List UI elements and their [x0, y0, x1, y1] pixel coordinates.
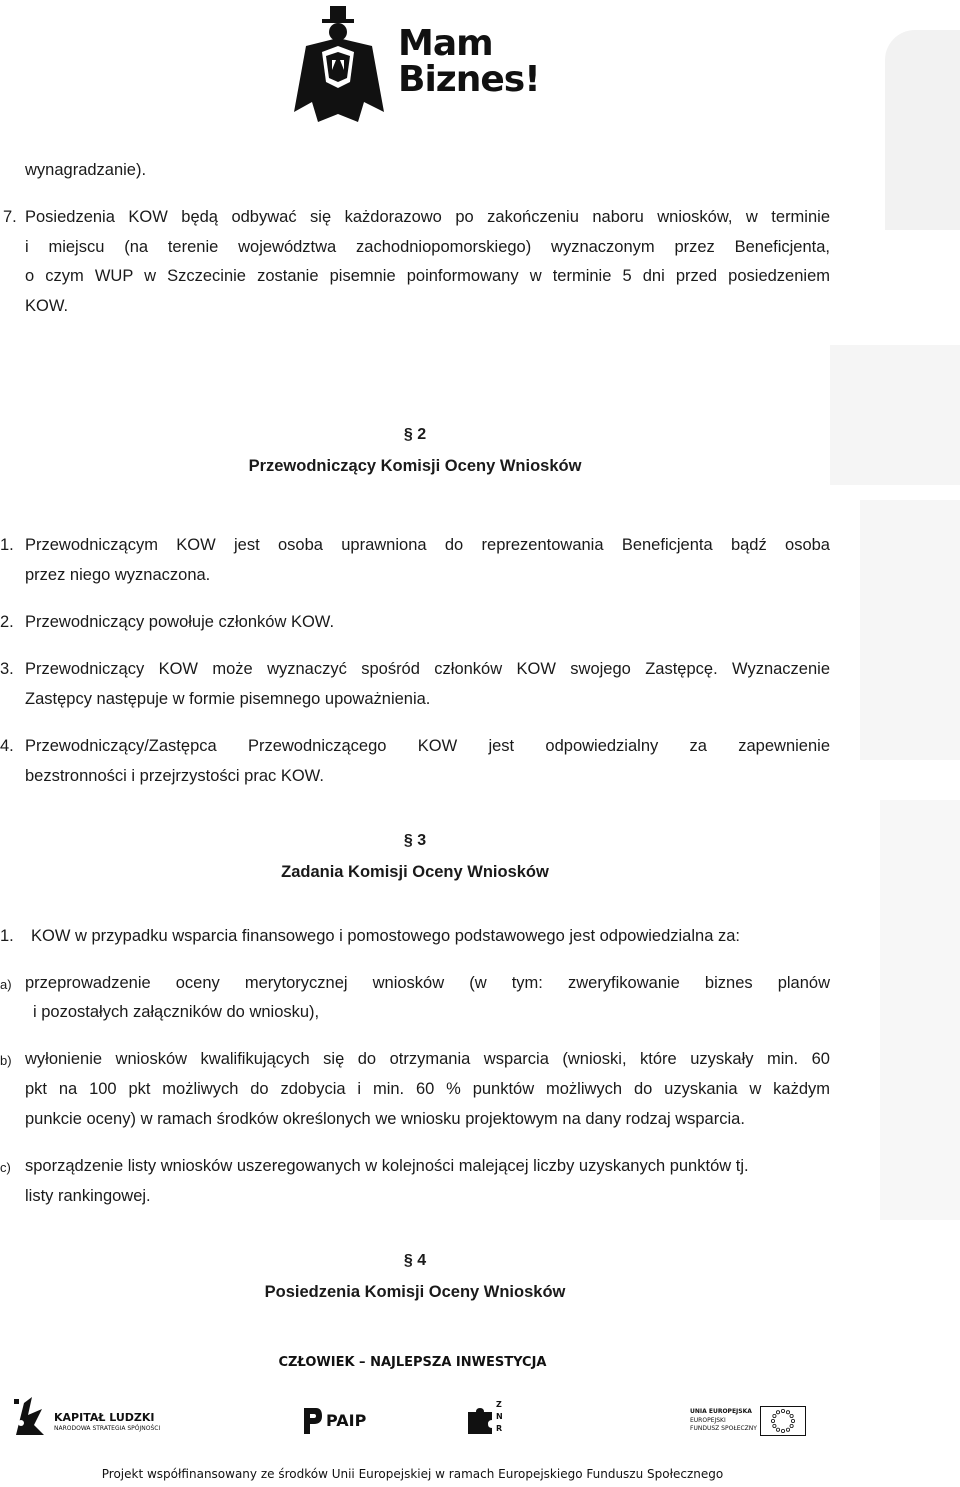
section-title: Przewodniczący Komisji Oceny Wniosków: [248, 457, 582, 475]
paragraph-line: Przewodniczący/Zastępca Przewodniczącego KOW jest odpowiedzialny za zapewnienie: [25, 737, 830, 755]
paragraph-line: Posiedzenia KOW będą odbywać się każdorazowo po zakończeniu naboru wniosków, w terminie: [25, 208, 830, 226]
eu-line3: FUNDUSZ SPOŁECZNY: [690, 1425, 757, 1432]
eu-flag-icon: [760, 1406, 806, 1436]
puzzle-icon: [466, 1406, 494, 1436]
item-letter: c): [0, 1160, 11, 1175]
paragraph-line: Przewodniczącym KOW jest osoba uprawniona do reprezentowania Beneficjenta bądź osoba: [25, 536, 830, 554]
kapital-ludzki-subtitle: NARODOWA STRATEGIA SPÓJNOŚCI: [54, 1425, 161, 1432]
brand-name-line1: Mam: [398, 23, 493, 64]
paragraph-line: Przewodniczący KOW może wyznaczyć spośród członków KOW swojego Zastępcę. Wyznaczenie: [25, 660, 830, 678]
paragraph-line: KOW w przypadku wsparcia finansowego i pomostowego podstawowego jest odpowiedzialna za:: [31, 927, 740, 945]
paragraph-line: wyłonienie wniosków kwalifikujących się do otrzymania wsparcia (wnioski, które uzyskały min. 60: [25, 1050, 830, 1068]
continuation-text: wynagradzanie).: [25, 161, 147, 179]
paragraph-line: sporządzenie listy wniosków uszeregowanych w kolejności malejącej liczby uzyskanych punktów tj.: [25, 1157, 749, 1175]
paip-logo: [300, 1405, 370, 1439]
section-mark: § 3: [403, 832, 427, 849]
item-letter: a): [0, 977, 12, 992]
paragraph-line: przez niego wyznaczona.: [25, 566, 211, 584]
znr-letter: Z: [496, 1400, 502, 1409]
item-number: 4.: [0, 737, 14, 755]
paragraph-line: i pozostałych załączników do wniosku),: [33, 1003, 320, 1021]
znr-letter: R: [496, 1424, 503, 1433]
background-decoration: [860, 500, 960, 760]
paragraph-line: i miejscu (na terenie województwa zachodniopomorskiego) wyznaczonym przez Beneficjenta,: [25, 238, 830, 256]
section-mark: § 4: [403, 1252, 427, 1269]
paragraph-line: przeprowadzenie oceny merytorycznej wniosków (w tym: zweryfikowanie biznes planów: [25, 974, 830, 992]
kapital-ludzki-title: KAPITAŁ LUDZKI: [54, 1411, 155, 1424]
paragraph-line: pkt na 100 pkt możliwych do zdobycia i min. 60 % punktów możliwych do uzyskania w każdym: [25, 1080, 830, 1098]
section-title: Posiedzenia Komisji Oceny Wniosków: [264, 1283, 566, 1301]
znr-letter: N: [496, 1412, 503, 1421]
background-decoration: [830, 345, 960, 485]
item-number: 2.: [0, 613, 14, 631]
item-number: 1.: [0, 536, 14, 554]
paragraph-line: Przewodniczący powołuje członków KOW.: [25, 613, 335, 631]
eu-logo: [690, 1404, 810, 1438]
mascot-icon: [292, 2, 392, 127]
paragraph-line: o czym WUP w Szczecinie zostanie pisemnie poinformowany w terminie 5 dni przed posiedzeniem: [25, 267, 830, 285]
item-number: 7.: [3, 208, 17, 226]
kapital-ludzki-icon: [12, 1395, 46, 1439]
footer-slogan: CZŁOWIEK – NAJLEPSZA INWESTYCJA: [278, 1355, 547, 1370]
paip-label: PAIP: [326, 1411, 367, 1430]
background-decoration: [880, 800, 960, 1220]
kapital-ludzki-logo: [12, 1395, 182, 1445]
paragraph-line: KOW.: [25, 297, 69, 315]
paragraph-line: bezstronności i przejrzystości prac KOW.: [25, 767, 324, 785]
section-title: Zadania Komisji Oceny Wniosków: [281, 863, 549, 881]
znr-logo: [466, 1400, 506, 1440]
eu-line2: EUROPEJSKI: [690, 1417, 726, 1424]
brand-logo: [292, 2, 542, 127]
item-number: 3.: [0, 660, 14, 678]
paragraph-line: Zastępcy następuje w formie pisemnego upoważnienia.: [25, 690, 431, 708]
brand-name-line2: Biznes!: [398, 59, 540, 100]
item-letter: b): [0, 1053, 12, 1068]
background-decoration: [885, 30, 960, 230]
paragraph-line: listy rankingowej.: [25, 1187, 151, 1205]
eu-line1: UNIA EUROPEJSKA: [690, 1408, 752, 1415]
item-number: 1.: [0, 927, 14, 945]
section-mark: § 2: [403, 426, 427, 443]
paip-icon: [300, 1406, 324, 1436]
paragraph-line: punkcie oceny) w ramach środków określonych we wniosku projektowym na dany rodzaj wsparcia.: [25, 1110, 745, 1128]
cofinancing-note: Projekt współfinansowany ze środków Unii Europejskiej w ramach Europejskiego Funduszu Społecznego: [101, 1467, 724, 1481]
